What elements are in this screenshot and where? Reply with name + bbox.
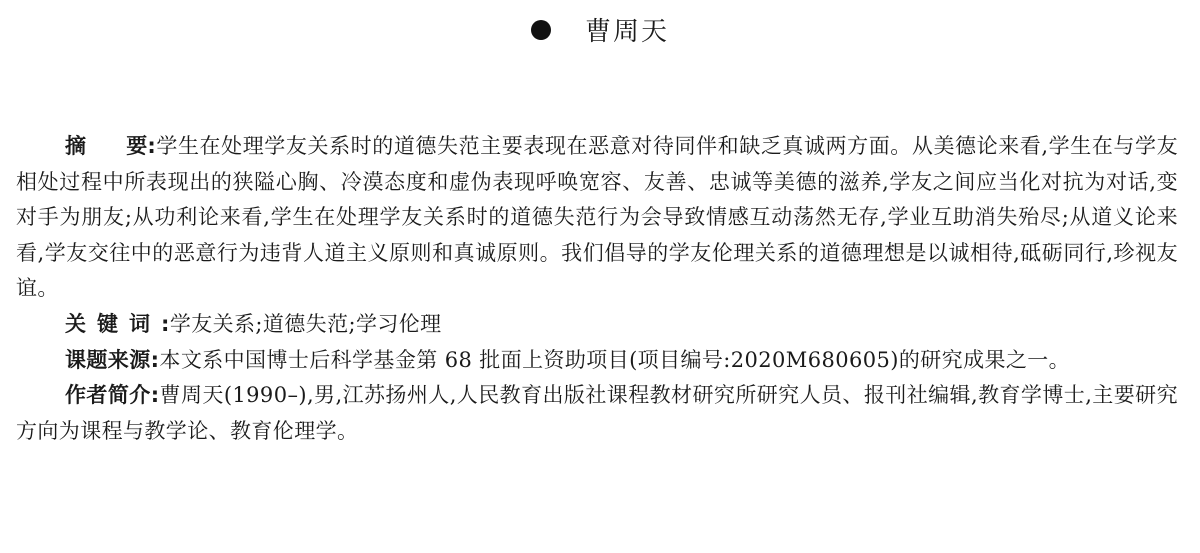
author-bio-text: 曹周天(1990–),男,江苏扬州人,人民教育出版社课程教材研究所研究人员、报刊社编辑,教育学博士,主要研究方向为课程与教学论、教育伦理学。: [16, 383, 1178, 443]
author-bio-colon: :: [150, 383, 160, 408]
author-name: 曹周天: [584, 17, 669, 47]
author-bio-paragraph: [16, 378, 1178, 449]
keywords-colon: :: [161, 311, 170, 336]
author-bio-label: 作者简介: [65, 383, 151, 408]
abstract-label: [65, 134, 147, 158]
abstract-text: 学生在处理学友关系时的道德失范主要表现在恶意对待同伴和缺乏真诚两方面。从美德论来看,学生在与学友相处过程中所表现出的狭隘心胸、冷漠态度和虚伪表现呼唤宽容、友善、忠诚等美德的滋养,学友之间应当化对抗为对话,变对手为朋友;从功利论来看,学生在处理学友关系时的道德失范行为会导致情感互动荡然无存,学业互助消失殆尽;从道义论来看,学友交往中的恶意行为违背人道主义原则和真诚原则。我们倡导的学友伦理关系的道德理想是以诚相待,砥砺同行,珍视友谊。: [16, 134, 1178, 301]
funding-paragraph: [16, 343, 1178, 379]
abstract-label-first: 摘: [65, 134, 127, 158]
funding-text: 本文系中国博士后科学基金第 68 批面上资助项目(项目编号:2020M680605)的研究成果之一。: [159, 347, 1071, 372]
keywords-text: 学友关系;道德失范;学习伦理: [169, 311, 442, 336]
funding-colon: :: [150, 347, 160, 372]
bullet-icon: [531, 20, 551, 40]
abstract-colon: :: [147, 134, 157, 158]
abstract-block: [16, 129, 1178, 449]
abstract-paragraph: [16, 129, 1178, 307]
abstract-label-second: 要: [126, 134, 148, 158]
funding-label: 课题来源: [65, 347, 151, 372]
keywords-paragraph: [16, 307, 1178, 343]
keywords-label: 关键词: [65, 311, 161, 336]
author-line: [0, 14, 1200, 50]
